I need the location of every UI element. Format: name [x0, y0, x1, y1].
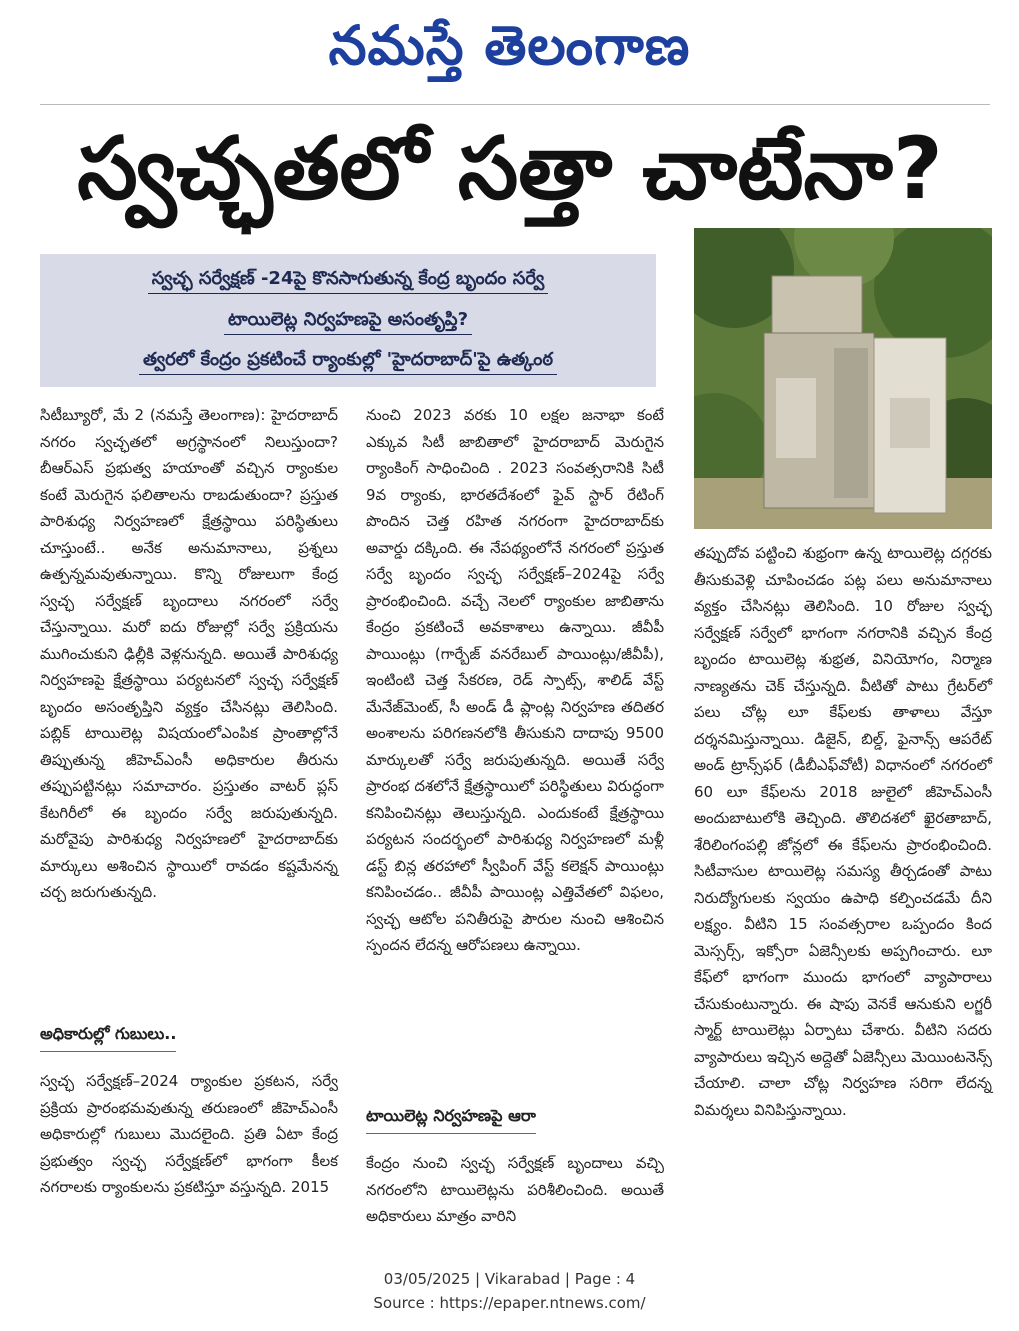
article-column-1: [40, 402, 338, 906]
masthead-logo: నమస్తే తెలంగాణ: [328, 13, 691, 77]
deck-line-3: త్వరలో కేంద్రం ప్రకటించే ర్యాంకుల్లో 'హైదరాబాద్'పై ఉత్కంఠ: [139, 349, 557, 375]
article-column-1-cont: [40, 1068, 338, 1201]
column-3-body: తప్పుదోవ పట్టించి శుభ్రంగా ఉన్న టాయిలెట్ల దగ్గరకు తీసుకువెళ్లి చూపించడం పట్ల పలు అనుమానాలు వ్యక్తం చేసినట్లు తెలిసింది. 10 రోజుల స్వచ్ఛ సర్వేక్షణ్ సర్వేలో భాగంగా నగరానికి వచ్చిన కేంద్ర బృందం టాయిలెట్ల శుభ్రత, వినియోగం, నిర్మాణ నాణ్యతను చెక్ చేస్తున్నది. వీటితో పాటు గ్రేటర్‌లో పలు చోట్ల లూ కేఫ్‌లకు తాళాలు వేస్తూ దర్శనమిస్తున్నాయి. డిజైన్, బిల్డ్, ఫైనాన్స్ ఆపరేట్ అండ్ ట్రాన్స్‌ఫర్ (డీబీఎఫ్‌వోటీ) విధానంలో నగరంలో 60 లూ కేఫ్‌లను 2018 జులైలో జీహెచ్ఎంసీ అందుబాటులోకి తెచ్చింది. తొలిదశలో ఖైరతాబాద్, శేరిలింగంపల్లి జోన్లలో ఈ కేఫ్‌లను ప్రారంభించింది. సిటీవాసుల టాయిలెట్ల సమస్య తీర్చడంతో పాటు నిరుద్యోగులకు స్వయం ఉపాధి కల్పించడమే దీని లక్ష్యం. వీటిని 15 సంవత్సరాల ఒప్పందం కింద మెస్సర్స్, ఇక్సోరా ఏజెన్సీలకు అప్పగించారు. లూ కేఫ్‌లో భాగంగా ముందు భాగంలో వ్యాపారాలు చేసుకుంటున్నారు. ఈ షాపు వెనకే ఆనుకుని లగ్జరీ స్మార్ట్ టాయిలెట్లు ఏర్పాటు చేశారు. వీటిని సదరు వ్యాపారులు ఇచ్చిన అద్దెతో ఏజెన్సీలు మెయింటనెన్స్ చేయాలి. చాలా చోట్ల నిర్వహణ సరిగా లేదన్న విమర్శలు వినిపిస్తున్నాయి.: [694, 544, 992, 1119]
headline: స్వచ్ఛతలో సత్తా చాటేనా?: [77, 119, 943, 219]
deck-line-2: టాయిలెట్ల నిర్వహణపై అసంతృప్తి?: [224, 309, 472, 335]
column-1-body: సిటీబ్యూరో, మే 2 (నమస్తే తెలంగాణ): హైదరాబాద్ నగరం స్వచ్ఛతలో అగ్రస్థానంలో నిలుస్తుందా? బీఆర్ఎస్ ప్రభుత్వ హయాంతో వచ్చిన ర్యాంకుల కంటే మెరుగైన ఫలితాలను రాబడుతుందా? ప్రస్తుత పారిశుధ్య నిర్వహణలో క్షేత్రస్థాయి పరిస్థితులు చూస్తుంటే.. అనేక అనుమానాలు, ప్రశ్నలు ఉత్పన్నమవుతున్నాయి. కొన్ని రోజులుగా కేంద్ర స్వచ్ఛ సర్వేక్షణ్ బృందాలు నగరంలో సర్వే చేస్తున్నాయి. మరో ఐదు రోజుల్లో సర్వే ప్రక్రియను ముగించుకుని ఢిల్లీకి వెళ్లనున్నది. అయితే పారిశుధ్య నిర్వహణపై క్షేత్రస్థాయి పర్యటనలో స్వచ్ఛ సర్వేక్షణ్ బృందం అసంతృప్తిని వ్యక్తం చేసినట్లు తెలిసింది. పబ్లిక్ టాయిలెట్ల విషయంలోఎంపిక ప్రాంతాల్లోనే తిప్పుతున్న జీహెచ్ఎంసీ అధికారుల తీరును తప్పుపట్టినట్లు సమాచారం. ప్రస్తుతం వాటర్ ప్లస్ కేటగిరీలో ఈ బృందం సర్వే జరుపుతున్నది. మరోవైపు పారిశుధ్య నిర్వహణలో హైదరాబాద్‌కు మార్కులు అశించిన స్థాయిలో రావడం కష్టమేనన్న చర్చ జరుగుతున్నది.: [40, 406, 338, 901]
article-column-2-cont: [366, 1150, 664, 1230]
loo-cafe-photo: [694, 228, 992, 529]
article-column-2: [366, 402, 664, 959]
deck-line-1: స్వచ్ఛ సర్వేక్షణ్ -24పై కొనసాగుతున్న కేంద్ర బృందం సర్వే: [148, 268, 549, 294]
article-column-3: [694, 540, 992, 1123]
footer-source-link[interactable]: Source : https://epaper.ntnews.com/: [373, 1294, 646, 1312]
column-2-body-2: కేంద్రం నుంచి స్వచ్ఛ సర్వేక్షణ్ బృందాలు వచ్చి నగరంలోని టాయిలెట్లను పరిశీలించింది. అయితే అధికారులు మాత్రం వారిని: [366, 1154, 664, 1225]
column-1-body-2: స్వచ్ఛ సర్వేక్షణ్–2024 ర్యాంకుల ప్రకటన, సర్వే ప్రక్రియ ప్రారంభమవుతున్న తరుణంలో జీహెచ్ఎంసీ అధికారుల్లో గుబులు మొదలైంది. ప్రతి ఏటా కేంద్ర ప్రభుత్వం స్వచ్ఛ సర్వేక్షణ్‌లో భాగంగా కీలక నగరాలకు ర్యాంకులను ప్రకటిస్తూ వస్తున్నది. 2015: [40, 1072, 338, 1196]
photo-illustration: [694, 228, 992, 529]
subhead-officials: అధికారుల్లో గుబులు..: [40, 1024, 176, 1052]
deck-box: [40, 254, 656, 387]
footer-date-edition: 03/05/2025 | Vikarabad | Page : 4: [383, 1270, 636, 1288]
subhead-toilets: టాయిలెట్ల నిర్వహణపై ఆరా: [366, 1106, 536, 1134]
column-2-body: నుంచి 2023 వరకు 10 లక్షల జనాభా కంటే ఎక్కువ సిటీ జాబితాలో హైదరాబాద్ మెరుగైన ర్యాంకింగ్ సాధించింది . 2023 సంవత్సరానికి సిటీ 9వ ర్యాంకు, భారతదేశంలో ఫైవ్ స్టార్ రేటింగ్ పొందిన చెత్త రహిత నగరంగా హైదరాబాద్‌కు అవార్డు దక్కింది. ఈ నేపథ్యంలోనే నగరంలో ప్రస్తుత సర్వే బృందం స్వచ్ఛ సర్వేక్షణ్–2024పై సర్వే ప్రారంభించింది. వచ్చే నెలలో ర్యాంకుల జాబితాను కేంద్రం ప్రకటించే అవకాశాలు ఉన్నాయి. జీవీపీ పాయింట్లు (గార్బేజ్ వనరేబుల్ పాయింట్లు/జీవీపీ), ఇంటింటి చెత్త సేకరణ, రెడ్ స్పాట్స్, శాలిడ్ వేస్ట్ మేనేజ్‌మెంట్, సీ అండ్ డీ ప్లాంట్ల నిర్వహణ తదితర అంశాలను పరిగణనలోకి తీసుకుని దాదాపు 9500 మార్కులతో సర్వే జరుపుతున్నది. అయితే సర్వే ప్రారంభ దశలోనే క్షేత్రస్థాయిలో పరిస్థితులు విరుద్ధంగా కనిపించినట్లు తెలుస్తున్నది. ఎందుకంటే క్షేత్రస్థాయి పర్యటన సందర్భంలో పారిశుధ్య నిర్వహణలో మళ్లీ డస్ట్ బిన్ల తరహాలో స్వీపింగ్ వేస్ట్ కలెక్షన్ పాయింట్లు కనిపించడం.. జీవీపీ పాయింట్ల ఎత్తివేతలో విఫలం, స్వచ్ఛ ఆటోల పనితీరుపై పౌరుల నుంచి ఆశించిన స్పందన లేదన్న ఆరోపణలు ఉన్నాయి.: [366, 406, 664, 954]
masthead-divider: [40, 104, 990, 105]
